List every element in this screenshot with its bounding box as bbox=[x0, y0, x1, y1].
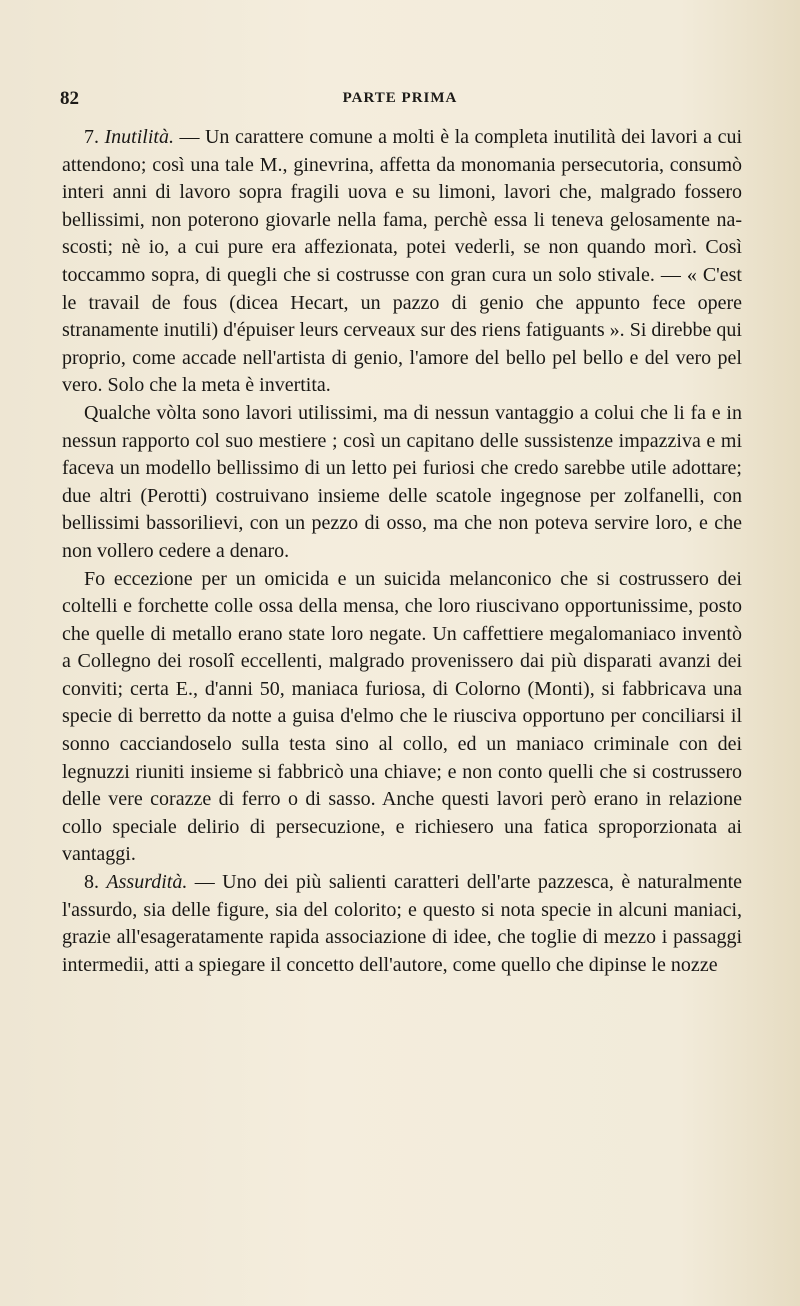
paragraph-text: Fo eccezione per un omicida e un suicida melanconico che si costrussero dei coltelli e forchette colle ossa della mensa, che loro riuscivano opportunissime, posto che quelle di metallo erano state loro negate. Un caffettiere megalomaniaco inventò a Collegno dei rosolî eccellenti, malgrado provenissero dai più disparati avanzi dei conviti; certa E., d'anni 50, maniaca furiosa, di Colorno (Monti), si fabbricava una specie di berretto da notte a guisa d'elmo che le riusciva opportuno per conciliarsi il sonno cacciandoselo sulla testa sino al collo, ed un maniaco criminale con dei legnuzzi riuniti insieme si fabbricò una chiave; e non conto quelli che si costrussero delle vere corazze di ferro o di sasso. Anche questi lavori però erano in relazione collo speciale delirio di persecuzione, e richiesero una fatica sproporzionata ai vantaggi. bbox=[62, 567, 742, 866]
paragraph-text: — Uno dei più salienti caratteri dell'arte pazzesca, è naturalmente l'assurdo, sia delle figure, sia del colorito; e questo si nota specie in alcuni maniaci, grazie all'esageratamente rapida associazione di idee, che toglie di mezzo i passaggi intermedii, atti a spiegare il concetto dell'autore, come quello che dipinse le nozze bbox=[62, 871, 743, 976]
paragraph-inutilita bbox=[62, 124, 742, 400]
paragraph-assurdita bbox=[62, 869, 742, 979]
section-title-assurdita: Assurdità. bbox=[106, 871, 188, 894]
paragraph-eccezione bbox=[62, 566, 742, 870]
page-number: 82 bbox=[60, 88, 79, 109]
paragraph-text: Qualche vòlta sono lavori utilissimi, ma di nessun vantaggio a colui che li fa e in nessun rapporto col suo mestiere ; così un capitano delle sussistenze impazziva e mi faceva un modello bellissimo di un letto pei furiosi che credo sarebbe utile adottare; due altri (Perotti) costruivano insieme delle scatole ingegnose per zolfanelli, con bellissimi bassorilievi, con un pezzo di osso, ma che non poteva servire loro, e che non vollero cedere a denaro. bbox=[62, 401, 742, 562]
paragraph-text: — Un carattere comune a molti è la completa inutilità dei lavori a cui attendono; così una tale M., ginevrina, affetta da monomania persecutoria, consumò interi anni di lavoro sopra fragili uova e su limoni, lavori che, malgrado fossero bellissimi, non poterono giovarle nella fama, perchè essa li teneva gelosamente nascosti; nè io, a cui pure era affezionata, potei vederli, se non quando morì. Così toccammo sopra, di quegli che si costrusse con gran cura un solo stivale. — « C'est le travail de fous (dicea Hecart, un pazzo di genio che appunto fece opere stranamente inutili) d'épuiser leurs cerveaux sur des riens fatiguants ». Si direbbe qui proprio, come accade nell'artista di genio, l'amore del bello pel bello e del vero pel vero. Solo che la meta è invertita. bbox=[62, 126, 742, 397]
section-title-inutilita: Inutilità. bbox=[104, 126, 174, 148]
running-head: PARTE PRIMA bbox=[342, 90, 458, 106]
paragraph-lavori-utilissimi bbox=[62, 400, 742, 566]
section-number: 7. bbox=[84, 126, 105, 148]
section-number: 8. bbox=[84, 871, 107, 894]
page-header bbox=[60, 88, 740, 112]
body-text bbox=[62, 124, 742, 979]
